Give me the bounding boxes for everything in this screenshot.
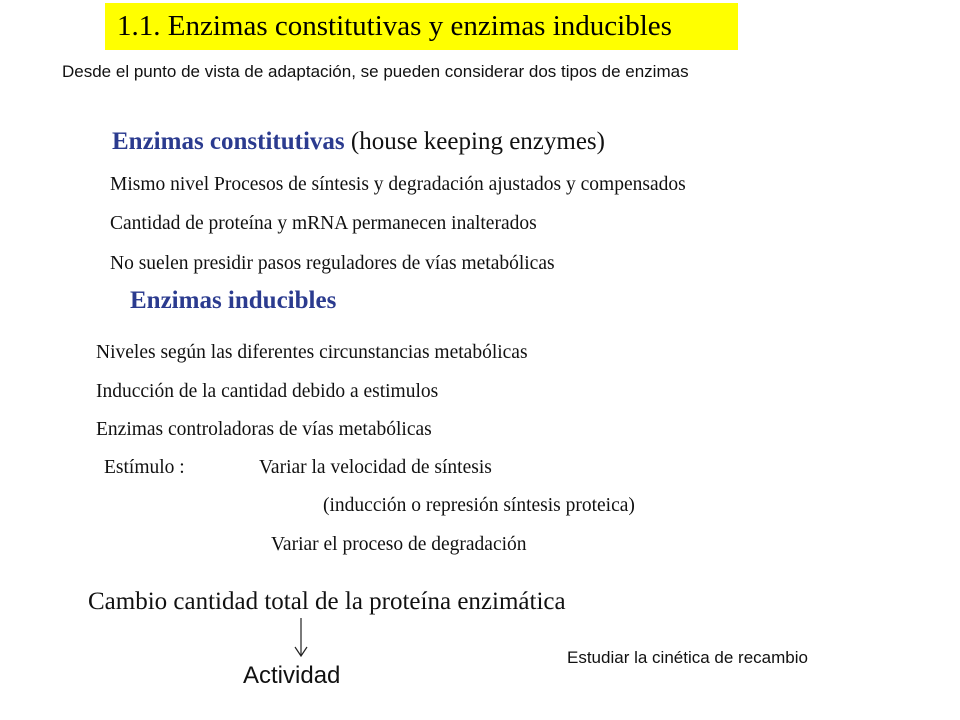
- stimulus-option-1: Variar la velocidad de síntesis: [259, 457, 492, 478]
- constitutive-line-2: Cantidad de proteína y mRNA permanecen inalterados: [110, 213, 537, 234]
- stimulus-option-1-note: (inducción o represión síntesis proteica): [323, 495, 635, 516]
- inducible-line-2: Inducción de la cantidad debido a estimulos: [96, 381, 439, 402]
- stimulus-label: Estímulo :: [104, 457, 185, 478]
- inducible-heading: Enzimas inducibles: [130, 287, 337, 314]
- inducible-line-1: Niveles según las diferentes circunstancias metabólicas: [96, 342, 528, 363]
- down-arrow-icon: [293, 618, 309, 658]
- stimulus-option-2: Variar el proceso de degradación: [271, 534, 527, 555]
- constitutive-line-3: No suelen presidir pasos reguladores de vías metabólicas: [110, 253, 555, 274]
- constitutive-heading-row: [112, 128, 605, 156]
- constitutive-heading-note: (house keeping enzymes): [344, 128, 605, 155]
- slide-title: 1.1. Enzimas constitutivas y enzimas inducibles: [105, 3, 738, 50]
- intro-text: Desde el punto de vista de adaptación, se pueden considerar dos tipos de enzimas: [62, 62, 689, 81]
- inducible-line-3: Enzimas controladoras de vías metabólicas: [96, 419, 432, 440]
- constitutive-line-1: Mismo nivel Procesos de síntesis y degradación ajustados y compensados: [110, 174, 686, 195]
- activity-label: Actividad: [243, 662, 341, 689]
- study-note: Estudiar la cinética de recambio: [567, 648, 808, 667]
- result-text: Cambio cantidad total de la proteína enzimática: [88, 588, 566, 615]
- constitutive-heading: Enzimas constitutivas: [112, 128, 345, 155]
